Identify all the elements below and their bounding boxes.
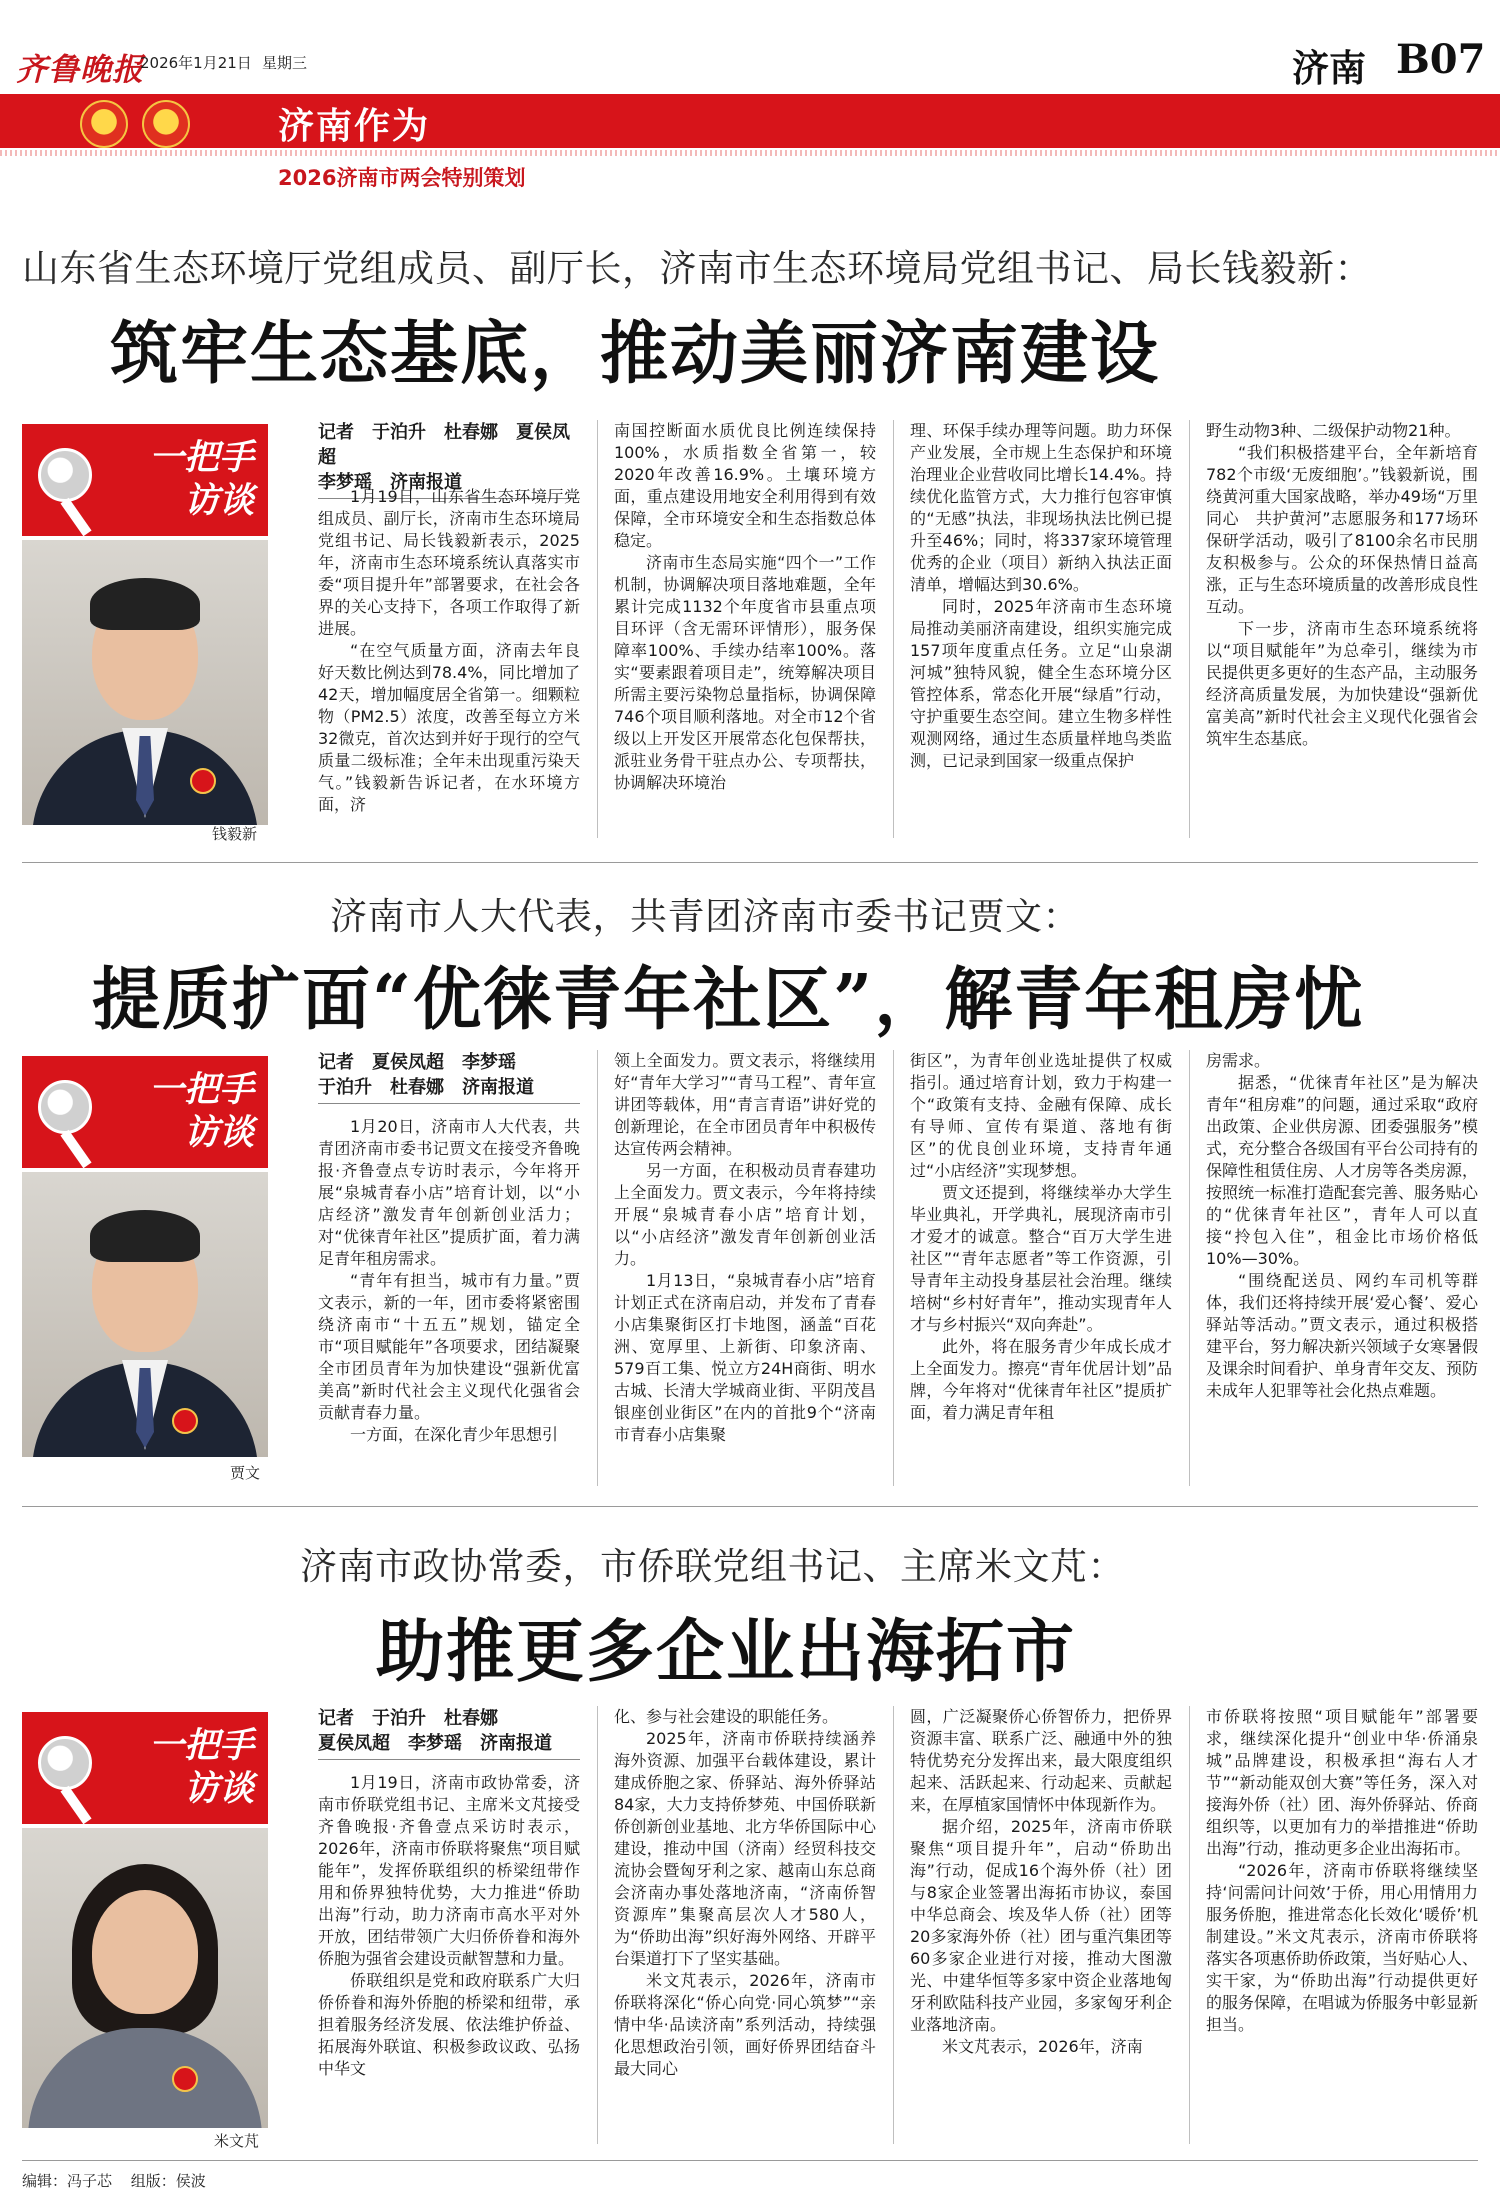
- interview-badge: [22, 1056, 268, 1168]
- banner-hatch-divider: [0, 150, 1500, 156]
- photo-caption: 贾文: [230, 1464, 261, 1482]
- portrait-photo: [22, 1172, 268, 1457]
- national-emblem-icon: [80, 100, 128, 148]
- byline: 记者 于泊升 杜春娜 夏侯凤超 李梦瑶 济南报道: [318, 420, 580, 499]
- article-separator: [22, 862, 1478, 863]
- article-column: 街区”，为青年创业选址提供了权威指引。通过培育计划，致力于构建一个“政策有支持、金融有保障、成长有导师、宣传有渠道、落地有街区”的优良创业环境，支持青年通过“小店经济”实现梦想。 贾文还提到，将继续举办大学生毕业典礼，开学典礼，展现济南市引才爱才的诚意。整合“百万大学生进社区”“青年志愿者”等工作资源，引导青年主动投身基层社会治理。继续培树“乡村好青年”，推动实现青年人才与乡村振兴“双向奔赴”。 此外，将在服务青少年成长成才上全面发力。擦亮“青年优居计划”品牌，今年将对“优徕青年社区”提质扩面，着力满足青年租: [910, 1051, 1172, 1422]
- photo-caption: 米文芃: [214, 2132, 260, 2150]
- editor-credit: 编辑：冯子芯: [22, 2172, 113, 2190]
- column-divider: [893, 420, 894, 838]
- photo-caption: 钱毅新: [212, 825, 258, 843]
- issue-date: 2026年1月21日: [140, 54, 252, 72]
- column-divider: [1189, 1706, 1190, 2144]
- article-1-kicker: 山东省生态环境厅党组成员、副厅长，济南市生态环境局党组书记、局长钱毅新：: [22, 247, 1372, 290]
- banner-subtitle: 2026济南市两会特别策划: [278, 166, 526, 190]
- column-divider: [1189, 420, 1190, 838]
- portrait-photo: [22, 1828, 268, 2128]
- article-column: 1月20日，济南市人大代表，共青团济南市委书记贾文在接受齐鲁晚报·齐鲁壹点专访时表示，今年将开展“泉城青春小店”培育计划，以“小店经济”激发青年创新创业活力；对“优徕青年社区”提质扩面，着力满足青年租房需求。 “青年有担当，城市有力量。”贾文表示，新的一年，团市委将紧密围绕济南市“十五五”规划，锚定全市“项目赋能年”各项要求，团结凝聚全市团员青年为加快建设“强新优富美高”新时代社会主义现代化强省会贡献青春力量。 一方面，在深化青少年思想引: [318, 1117, 580, 1444]
- column-divider: [597, 420, 598, 838]
- article-column: 1月19日，济南市政协常委，济南市侨联党组书记、主席米文芃接受齐鲁晚报·齐鲁壹点采访时表示，2026年，济南市侨联将聚焦“项目赋能年”，发挥侨联组织的桥梁纽带作用和侨界独特优势，大力推进“侨助出海”行动，助力济南市高水平对外开放，团结带领广大归侨侨眷和海外侨胞为强省会建设贡献智慧和力量。 侨联组织是党和政府联系广大归侨侨眷和海外侨胞的桥梁和纽带，承担着服务经济发展、依法维护侨益、拓展海外联谊、积极参政议政、弘扬中华文: [318, 1773, 580, 2078]
- section-name: 济南: [1292, 46, 1366, 90]
- article-column: 理、环保手续办理等问题。助力环保产业发展，全市规上生态保护和环境治理业企业营收同比增长14.4%。持续优化监管方式，大力推行包容审慎的“无感”执法，非现场执法比例已提升至46%；同时，将337家环境管理优秀的企业（项目）新纳入执法正面清单，增幅达到30.6%。 同时，2025年济南市生态环境局推动美丽济南建设，组织实施完成157项年度重点任务。立足“山泉湖河城”独特风貌，健全生态环境分区管控体系，常态化开展“绿盾”行动，守护重要生态空间。建立生物多样性观测网络，通过生态质量样地鸟类监测，已记录到国家一级重点保护: [910, 421, 1172, 770]
- article-1-headline: 筑牢生态基底，推动美丽济南建设: [110, 314, 1161, 394]
- article-2-kicker: 济南市人大代表，共青团济南市委书记贾文：: [330, 895, 1080, 938]
- banner-title: 济南作为: [278, 105, 431, 147]
- article-column: 野生动物3种、二级保护动物21种。 “我们积极搭建平台，全年新培育782个市级‘无废细胞’。”钱毅新说，围绕黄河重大国家战略，举办49场“万里同心 共护黄河”志愿服务和177场环保研学活动，吸引了8100余名市民朋友积极参与。公众的环保热情日益高涨，正与生态环境质量的改善形成良性互动。 下一步，济南市生态环境系统将以“项目赋能年”为总牵引，继续为市民提供更多更好的生态产品，主动服务经济高质量发展，为加快建设“强新优富美高”新时代社会主义现代化强省会筑牢生态基底。: [1206, 421, 1478, 748]
- article-3-headline: 助推更多企业出海拓市: [376, 1612, 1077, 1692]
- issue-weekday: 星期三: [262, 54, 308, 72]
- badge-label: 一把手 访谈: [148, 437, 254, 521]
- column-divider: [597, 1050, 598, 1486]
- article-separator: [22, 1506, 1478, 1507]
- article-column: 房需求。 据悉，“优徕青年社区”是为解决青年“租房难”的问题，通过采取“政府出政策、企业供房源、团委强服务”模式，充分整合各级国有平台公司持有的保障性租赁住房、人才房等各类房源，按照统一标准打造配套完善、服务贴心的“优徕青年社区”，青年人可以直接“拎包入住”，租金比市场价格低10%—30%。 “围绕配送员、网约车司机等群体，我们还将持续开展‘爱心餐’、爱心驿站等活动。”贾文表示，通过积极搭建平台，努力解决新兴领域子女寒暑假及课余时间看护、单身青年交友、预防未成年人犯罪等社会化热点难题。: [1206, 1051, 1478, 1400]
- layout-credit: 组版：侯波: [130, 2172, 206, 2190]
- article-3-kicker: 济南市政协常委，市侨联党组书记、主席米文芃：: [300, 1545, 1125, 1588]
- column-divider: [597, 1706, 598, 2144]
- cppcc-emblem-icon: [142, 100, 190, 148]
- column-divider: [1189, 1050, 1190, 1486]
- newspaper-logo: 齐鲁晚报: [16, 52, 144, 88]
- banner-emblems: [80, 100, 190, 148]
- article-column: 领上全面发力。贾文表示，将继续用好“青年大学习”“青马工程”、青年宣讲团等载体，用“青言青语”讲好党的创新理论，在全市团员青年中积极传达宣传两会精神。 另一方面，在积极动员青春建功上全面发力。贾文表示，今年将持续开展“泉城青春小店”培育计划，以“小店经济”激发青年创新创业活力。 1月13日，“泉城青春小店”培育计划正式在济南启动，并发布了青春小店集聚街区打卡地图，涵盖“百花洲、宽厚里、上新街、印象济南、579百工集、悦立方24H商街、明水古城、长清大学城商业街、平阴茂昌银座创业街区”在内的首批9个“济南市青春小店集聚: [614, 1051, 876, 1444]
- badge-label: 一把手 访谈: [148, 1069, 254, 1153]
- article-column: 1月19日，山东省生态环境厅党组成员、副厅长，济南市生态环境局党组书记、局长钱毅新表示，2025年，济南市生态环境系统认真落实市委“项目提升年”部署要求，在社会各界的关心支持下，各项工作取得了新进展。 “在空气质量方面，济南去年良好天数比例达到78.4%，同比增加了42天，增加幅度居全省第一。细颗粒物（PM2.5）浓度，改善至每立方米32微克，首次达到并好于现行的空气质量二级标准；全年未出现重污染天气。”钱毅新告诉记者，在水环境方面，济: [318, 487, 580, 814]
- interview-badge: [22, 1712, 268, 1824]
- page-footer: [22, 2170, 220, 2191]
- byline: 记者 夏侯凤超 李梦瑶 于泊升 杜春娜 济南报道: [318, 1050, 580, 1104]
- column-divider: [893, 1050, 894, 1486]
- section-banner: [0, 94, 1500, 148]
- article-column: 市侨联将按照“项目赋能年”部署要求，继续深化提升“创业中华·侨涌泉城”品牌建设，积极承担“海右人才节”“新动能双创大赛”等任务，深入对接海外侨（社）团、海外侨驿站、侨商组织等，以更加有力的举措推进“侨助出海”行动，推动更多企业出海拓市。 “2026年，济南市侨联将继续坚持‘问需问计问效’于侨，用心用情用力服务侨胞，推进常态化长效化‘暖侨’机制建设。”米文芃表示，济南市侨联将落实各项惠侨助侨政策，当好贴心人、实干家，为“侨助出海”行动提供更好的服务保障，在唱诚为侨服务中彰显新担当。: [1206, 1707, 1478, 2034]
- interview-badge: [22, 424, 268, 536]
- article-column: 南国控断面水质优良比例连续保持100%，水质指数全省第一，较2020年改善16.9%。土壤环境方面，重点建设用地安全利用得到有效保障，全市环境安全和生态指数总体稳定。 济南市生态局实施“四个一”工作机制，协调解决项目落地难题，全年累计完成1132个年度省市县重点项目环评（含无需环评情形），服务保障率100%、手续办结率100%。落实“要素跟着项目走”，统筹解决项目所需主要污染物总量指标，协调保障746个项目顺利落地。对全市12个省级以上开发区开展常态化包保帮扶，派驻业务骨干驻点办公、专项帮扶，协调解决环境治: [614, 421, 876, 792]
- article-column: 化、参与社会建设的职能任务。 2025年，济南市侨联持续涵养海外资源、加强平台载体建设，累计建成侨胞之家、侨驿站、海外侨驿站84家，大力支持侨梦苑、中国侨联新侨创新创业基地、北方华侨国际中心建设，推动中国（济南）经贸科技交流协会暨匈牙利之家、越南山东总商会济南办事处落地济南，“济南侨智资源库”集聚高层次人才580人，为“侨助出海”织好海外网络、开辟平台渠道打下了坚实基础。 米文芃表示，2026年，济南市侨联将深化“侨心向党·同心筑梦”“亲情中华·品读济南”系列活动，持续强化思想政治引领，画好侨界团结奋斗最大同心: [614, 1707, 876, 2078]
- microphone-icon: [38, 1736, 92, 1790]
- microphone-icon: [38, 448, 92, 502]
- page-number: B07: [1396, 36, 1486, 83]
- portrait-photo: [22, 540, 268, 825]
- article-column: 圆，广泛凝聚侨心侨智侨力，把侨界资源丰富、联系广泛、融通中外的独特优势充分发挥出来，最大限度组织起来、活跃起来、行动起来、贡献起来，在厚植家国情怀中体现新作为。 据介绍，2025年，济南市侨联聚焦“项目提升年”，启动“侨助出海”行动，促成16个海外侨（社）团与8家企业签署出海拓市协议，泰国中华总商会、埃及华人侨（社）团等20多家海外侨（社）团与重汽集团等60多家企业进行对接，推动大图激光、中建华恒等多家中资企业落地匈牙利欧陆科技产业园，多家匈牙利企业落地济南。 米文芃表示，2026年，济南: [910, 1707, 1172, 2056]
- byline: 记者 于泊升 杜春娜 夏侯凤超 李梦瑶 济南报道: [318, 1706, 580, 1760]
- footer-rule: [22, 2160, 1478, 2161]
- badge-label: 一把手 访谈: [148, 1725, 254, 1809]
- microphone-icon: [38, 1080, 92, 1134]
- column-divider: [893, 1706, 894, 2144]
- article-2-headline: 提质扩面“优徕青年社区”，解青年租房忧: [92, 960, 1365, 1040]
